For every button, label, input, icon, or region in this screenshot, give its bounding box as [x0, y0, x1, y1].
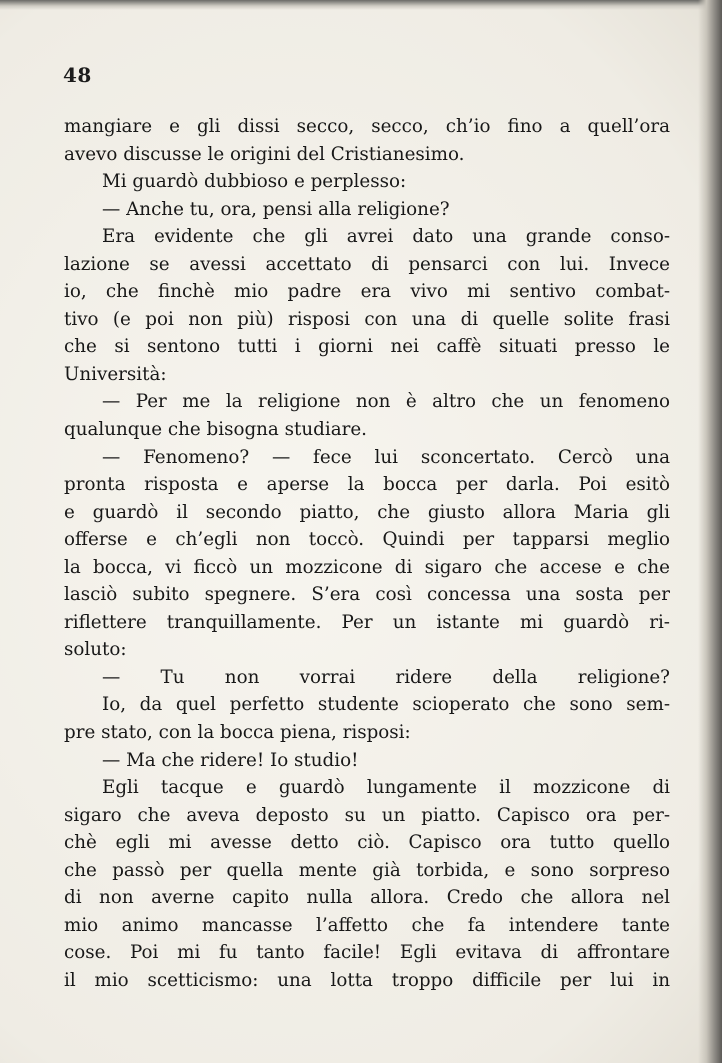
text-line: Mi guardò dubbioso e perplesso:	[102, 171, 407, 193]
text-line: avevo discusse le origini del Cristianesimo.	[64, 143, 465, 165]
text-line: riflettere tranquillamente. Per un istante mi guardò ri-	[64, 611, 670, 633]
text-line: qualunque che bisogna studiare.	[64, 419, 367, 441]
text-line: Egli tacque e guardò lungamente il mozzicone di	[102, 777, 670, 799]
text-line: di non averne capito nulla allora. Credo che allora nel	[64, 887, 670, 909]
text-line: mangiare e gli dissi secco, secco, ch’io fino a quell’ora	[64, 116, 670, 137]
body-text	[64, 113, 670, 995]
page-top-shadow	[0, 0, 722, 10]
text-line: che si sentono tutti i giorni nei caffè situati presso le	[64, 336, 670, 358]
text-line: tivo (e poi non più) risposi con una di quelle solite frasi	[64, 308, 670, 330]
text-line: offerse e ch’egli non toccò. Quindi per tapparsi meglio	[64, 529, 670, 551]
text-line: Io, da quel perfetto studente scioperato che sono sem-	[102, 694, 670, 716]
text-line: — Anche tu, ora, pensi alla religione?	[102, 198, 450, 220]
page-number: 48	[63, 63, 92, 87]
text-line: sigaro che aveva deposto su un piatto. Capisco ora per-	[64, 804, 670, 826]
text-line: soluto:	[64, 639, 127, 661]
text-line: mio animo mancasse l’affetto che fa intendere tante	[64, 914, 670, 936]
text-line: io, che finchè mio padre era vivo mi sentivo combat-	[64, 281, 670, 303]
page-binding-shadow	[698, 0, 722, 1063]
text-line: pronta risposta e aperse la bocca per darla. Poi esitò	[64, 474, 670, 496]
text-line: cose. Poi mi fu tanto facile! Egli evitava di affrontare	[64, 942, 670, 964]
text-line: lazione se avessi accettato di pensarci con lui. Invece	[64, 253, 670, 275]
text-line: — Ma che ridere! Io studio!	[102, 749, 359, 771]
text-line: il mio scetticismo: una lotta troppo difficile per lui in	[64, 969, 670, 991]
text-line: che passò per quella mente già torbida, e sono sorpreso	[64, 859, 670, 881]
text-line: pre stato, con la bocca piena, risposi:	[64, 722, 411, 744]
text-line: — Fenomeno? — fece lui sconcertato. Cercò una	[102, 446, 670, 468]
text-line: e guardò il secondo piatto, che giusto allora Maria gli	[64, 501, 670, 523]
text-line: lasciò subito spegnere. S’era così concessa una sosta per	[64, 584, 670, 606]
text-line: — Tu non vorrai ridere della religione?	[102, 666, 670, 688]
text-line: chè egli mi avesse detto ciò. Capisco ora tutto quello	[64, 832, 670, 854]
text-line: la bocca, vi ficcò un mozzicone di sigaro che accese e che	[64, 556, 670, 578]
text-line: Università:	[64, 363, 167, 385]
text-line: Era evidente che gli avrei dato una grande conso-	[102, 226, 670, 248]
text-line: — Per me la religione non è altro che un fenomeno	[102, 391, 670, 413]
